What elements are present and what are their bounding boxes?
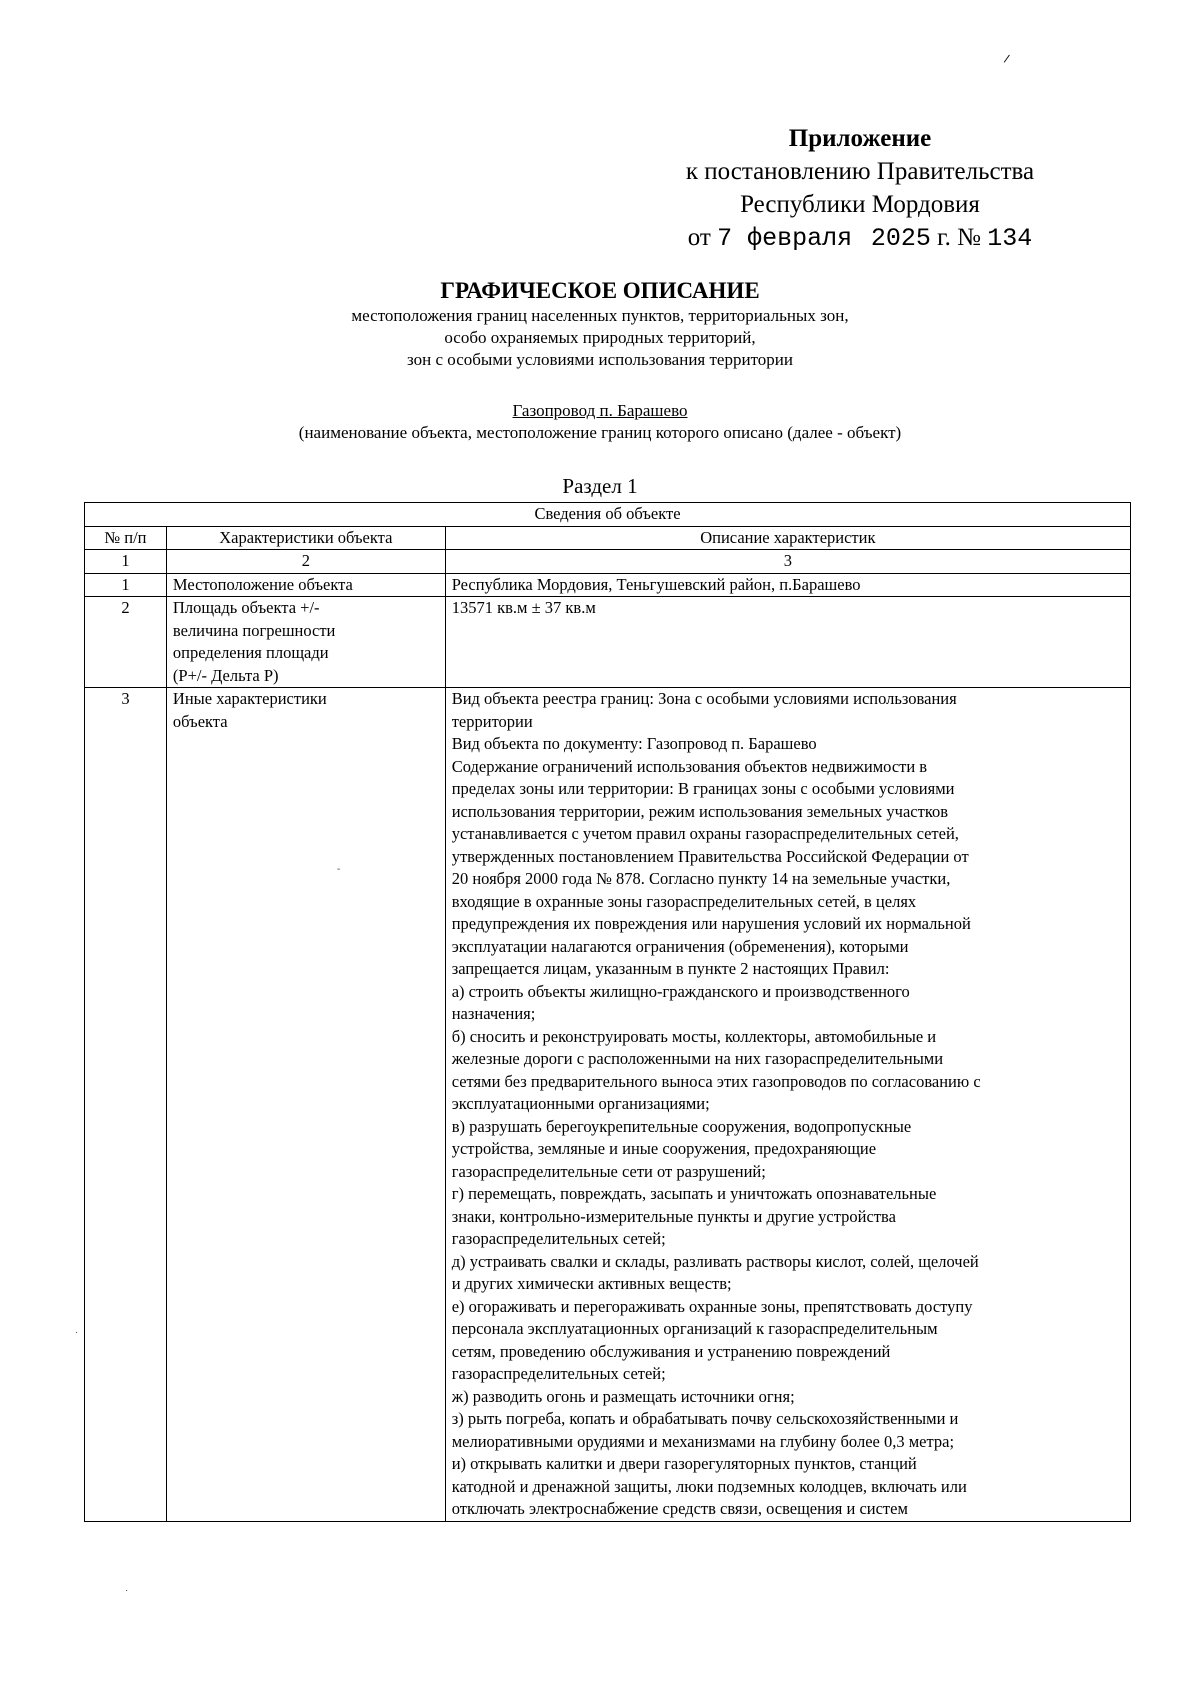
- stray-mark: /: [1002, 51, 1011, 67]
- characteristic-line: (Р+/- Дельта Р): [172, 665, 279, 685]
- appendix-title: Приложение: [788, 125, 932, 152]
- scan-speck: -: [337, 864, 341, 875]
- row-description: [445, 597, 1130, 688]
- description-line: д) устраивать свалки и склады, разливать растворы кислот, солей, щелочей: [451, 1251, 979, 1271]
- row-characteristic: [166, 597, 445, 688]
- description-line: мелиоративными орудиями и механизмами на глубину более 0,3 метра;: [451, 1431, 955, 1451]
- description-line: и других химически активных веществ;: [451, 1274, 732, 1293]
- object-name: Газопровод п. Барашево: [512, 401, 688, 420]
- characteristic-line: определения площади: [172, 643, 329, 662]
- description-line: е) огораживать и перегораживать охранные зоны, препятствовать доступу: [451, 1296, 973, 1316]
- row-characteristic: [166, 688, 445, 1522]
- column-number-1: 1: [85, 550, 167, 574]
- description-line: газораспределительные сети от разрушений;: [451, 1161, 766, 1181]
- scan-speck: ·: [125, 1585, 129, 1596]
- description-line: Содержание ограничений использования объектов недвижимости в: [451, 756, 928, 776]
- table-row: [85, 688, 1131, 1522]
- section-title: Раздел 1: [562, 474, 638, 498]
- description-line: использования территории, режим использования земельных участков: [451, 801, 949, 821]
- description-line: г) перемещать, повреждать, засыпать и уничтожать опознавательные: [451, 1184, 937, 1203]
- year-suffix: г. №: [937, 224, 981, 251]
- description-line: газораспределительных сетей;: [451, 1229, 666, 1248]
- row-number: 1: [85, 573, 167, 597]
- characteristic-line: Иные характеристики: [172, 689, 327, 708]
- description-line: ж) разводить огонь и размещать источники огня;: [451, 1386, 795, 1406]
- description-line: сетями без предварительного выноса этих газопроводов по согласованию с: [451, 1071, 981, 1091]
- appendix-line-1: к постановлению Правительства: [685, 158, 1035, 185]
- characteristic-line: Площадь объекта +/-: [172, 598, 320, 617]
- description-line: эксплуатации налагаются ограничения (обременения), которыми: [451, 936, 909, 956]
- description-line: назначения;: [451, 1004, 536, 1023]
- description-line: сетям, проведению обслуживания и устранению повреждений: [451, 1341, 891, 1361]
- description-line: Республика Мордовия, Теньгушевский район, п.Барашево: [451, 574, 861, 594]
- description-line: з) рыть погреба, копать и обрабатывать почву сельскохозяйственными и: [451, 1409, 959, 1428]
- table-body: [85, 573, 1131, 1521]
- characteristic-line: объекта: [172, 711, 228, 731]
- column-number-3: 3: [445, 550, 1130, 574]
- header-description: Описание характеристик: [445, 526, 1130, 550]
- description-line: предупреждения их повреждения или нарушения условий их нормальной: [451, 914, 971, 933]
- description-line: Вид объекта реестра границ: Зона с особыми условиями использования: [451, 689, 957, 708]
- description-line: 20 ноября 2000 года № 878. Согласно пункту 14 на земельные участки,: [451, 869, 951, 888]
- appendix-line-2: Республики Мордовия: [740, 191, 980, 218]
- description-line: катодной и дренажной защиты, люки подземных колодцев, включать или: [451, 1476, 967, 1496]
- description-line: 13571 кв.м ± 37 кв.м: [451, 598, 596, 617]
- column-number-2: 2: [166, 550, 445, 574]
- date-prefix: от: [687, 224, 711, 251]
- description-line: эксплуатационными организациями;: [451, 1094, 710, 1113]
- subtitle-line-2: особо охраняемых природных территорий,: [444, 328, 756, 347]
- description-line: а) строить объекты жилищно-гражданского и производственного: [451, 981, 910, 1001]
- table-column-numbers-row: [85, 550, 1131, 574]
- table-caption: Сведения об объекте: [85, 503, 1131, 527]
- table-row: [85, 573, 1131, 597]
- description-line: территории: [451, 711, 533, 731]
- row-number: 3: [85, 688, 167, 1522]
- table-row: [85, 597, 1131, 688]
- subtitle-line-3: зон с особыми условиями использования территории: [407, 350, 793, 369]
- row-characteristic: [166, 573, 445, 597]
- description-line: отключать электроснабжение средств связи, освещения и систем: [451, 1499, 908, 1518]
- description-line: в) разрушать берегоукрепительные сооружения, водопропускные: [451, 1116, 912, 1136]
- date-value: 7 февраля: [717, 224, 853, 253]
- scan-speck: .: [75, 1325, 78, 1336]
- object-name-block: [0, 400, 1200, 444]
- row-description: [445, 573, 1130, 597]
- description-line: знаки, контрольно-измерительные пункты и другие устройства: [451, 1206, 896, 1226]
- header-characteristic: Характеристики объекта: [166, 526, 445, 550]
- date-year: 2025: [870, 224, 931, 253]
- document-title: ГРАФИЧЕСКОЕ ОПИСАНИЕ: [440, 278, 760, 303]
- description-line: входящие в охранные зоны газораспределительных сетей, в целях: [451, 891, 917, 911]
- description-line: утвержденных постановлением Правительства Российской Федерации от: [451, 846, 969, 866]
- description-line: пределах зоны или территории: В границах зоны с особыми условиями: [451, 779, 955, 798]
- description-line: железные дороги с расположенными на них газораспределительными: [451, 1049, 944, 1068]
- description-line: запрещается лицам, указанным в пункте 2 настоящих Правил:: [451, 959, 890, 978]
- row-number: 2: [85, 597, 167, 688]
- object-info-table: [84, 502, 1131, 1522]
- characteristic-line: величина погрешности: [172, 620, 336, 640]
- row-description: [445, 688, 1130, 1522]
- description-line: устройства, земляные и иные сооружения, предохраняющие: [451, 1139, 877, 1158]
- appendix-date-line: [640, 221, 1080, 255]
- table-header-row: [85, 526, 1131, 550]
- description-line: и) открывать калитки и двери газорегуляторных пунктов, станций: [451, 1454, 917, 1473]
- description-line: б) сносить и реконструировать мосты, коллекторы, автомобильные и: [451, 1026, 937, 1046]
- appendix-block: [640, 122, 1080, 255]
- object-caption: (наименование объекта, местоположение границ которого описано (далее - объект): [298, 423, 902, 442]
- description-line: устанавливается с учетом правил охраны газораспределительных сетей,: [451, 824, 959, 843]
- table-caption-row: [85, 503, 1131, 527]
- subtitle-line-1: местоположения границ населенных пунктов, территориальных зон,: [351, 306, 849, 325]
- document-heading: [0, 276, 1200, 371]
- description-line: Вид объекта по документу: Газопровод п. Барашево: [451, 734, 817, 753]
- description-line: персонала эксплуатационных организаций к газораспределительным: [451, 1319, 938, 1338]
- header-number: № п/п: [85, 526, 167, 550]
- decree-number: 134: [987, 224, 1033, 253]
- description-line: газораспределительных сетей;: [451, 1364, 666, 1383]
- characteristic-line: Местоположение объекта: [172, 574, 353, 594]
